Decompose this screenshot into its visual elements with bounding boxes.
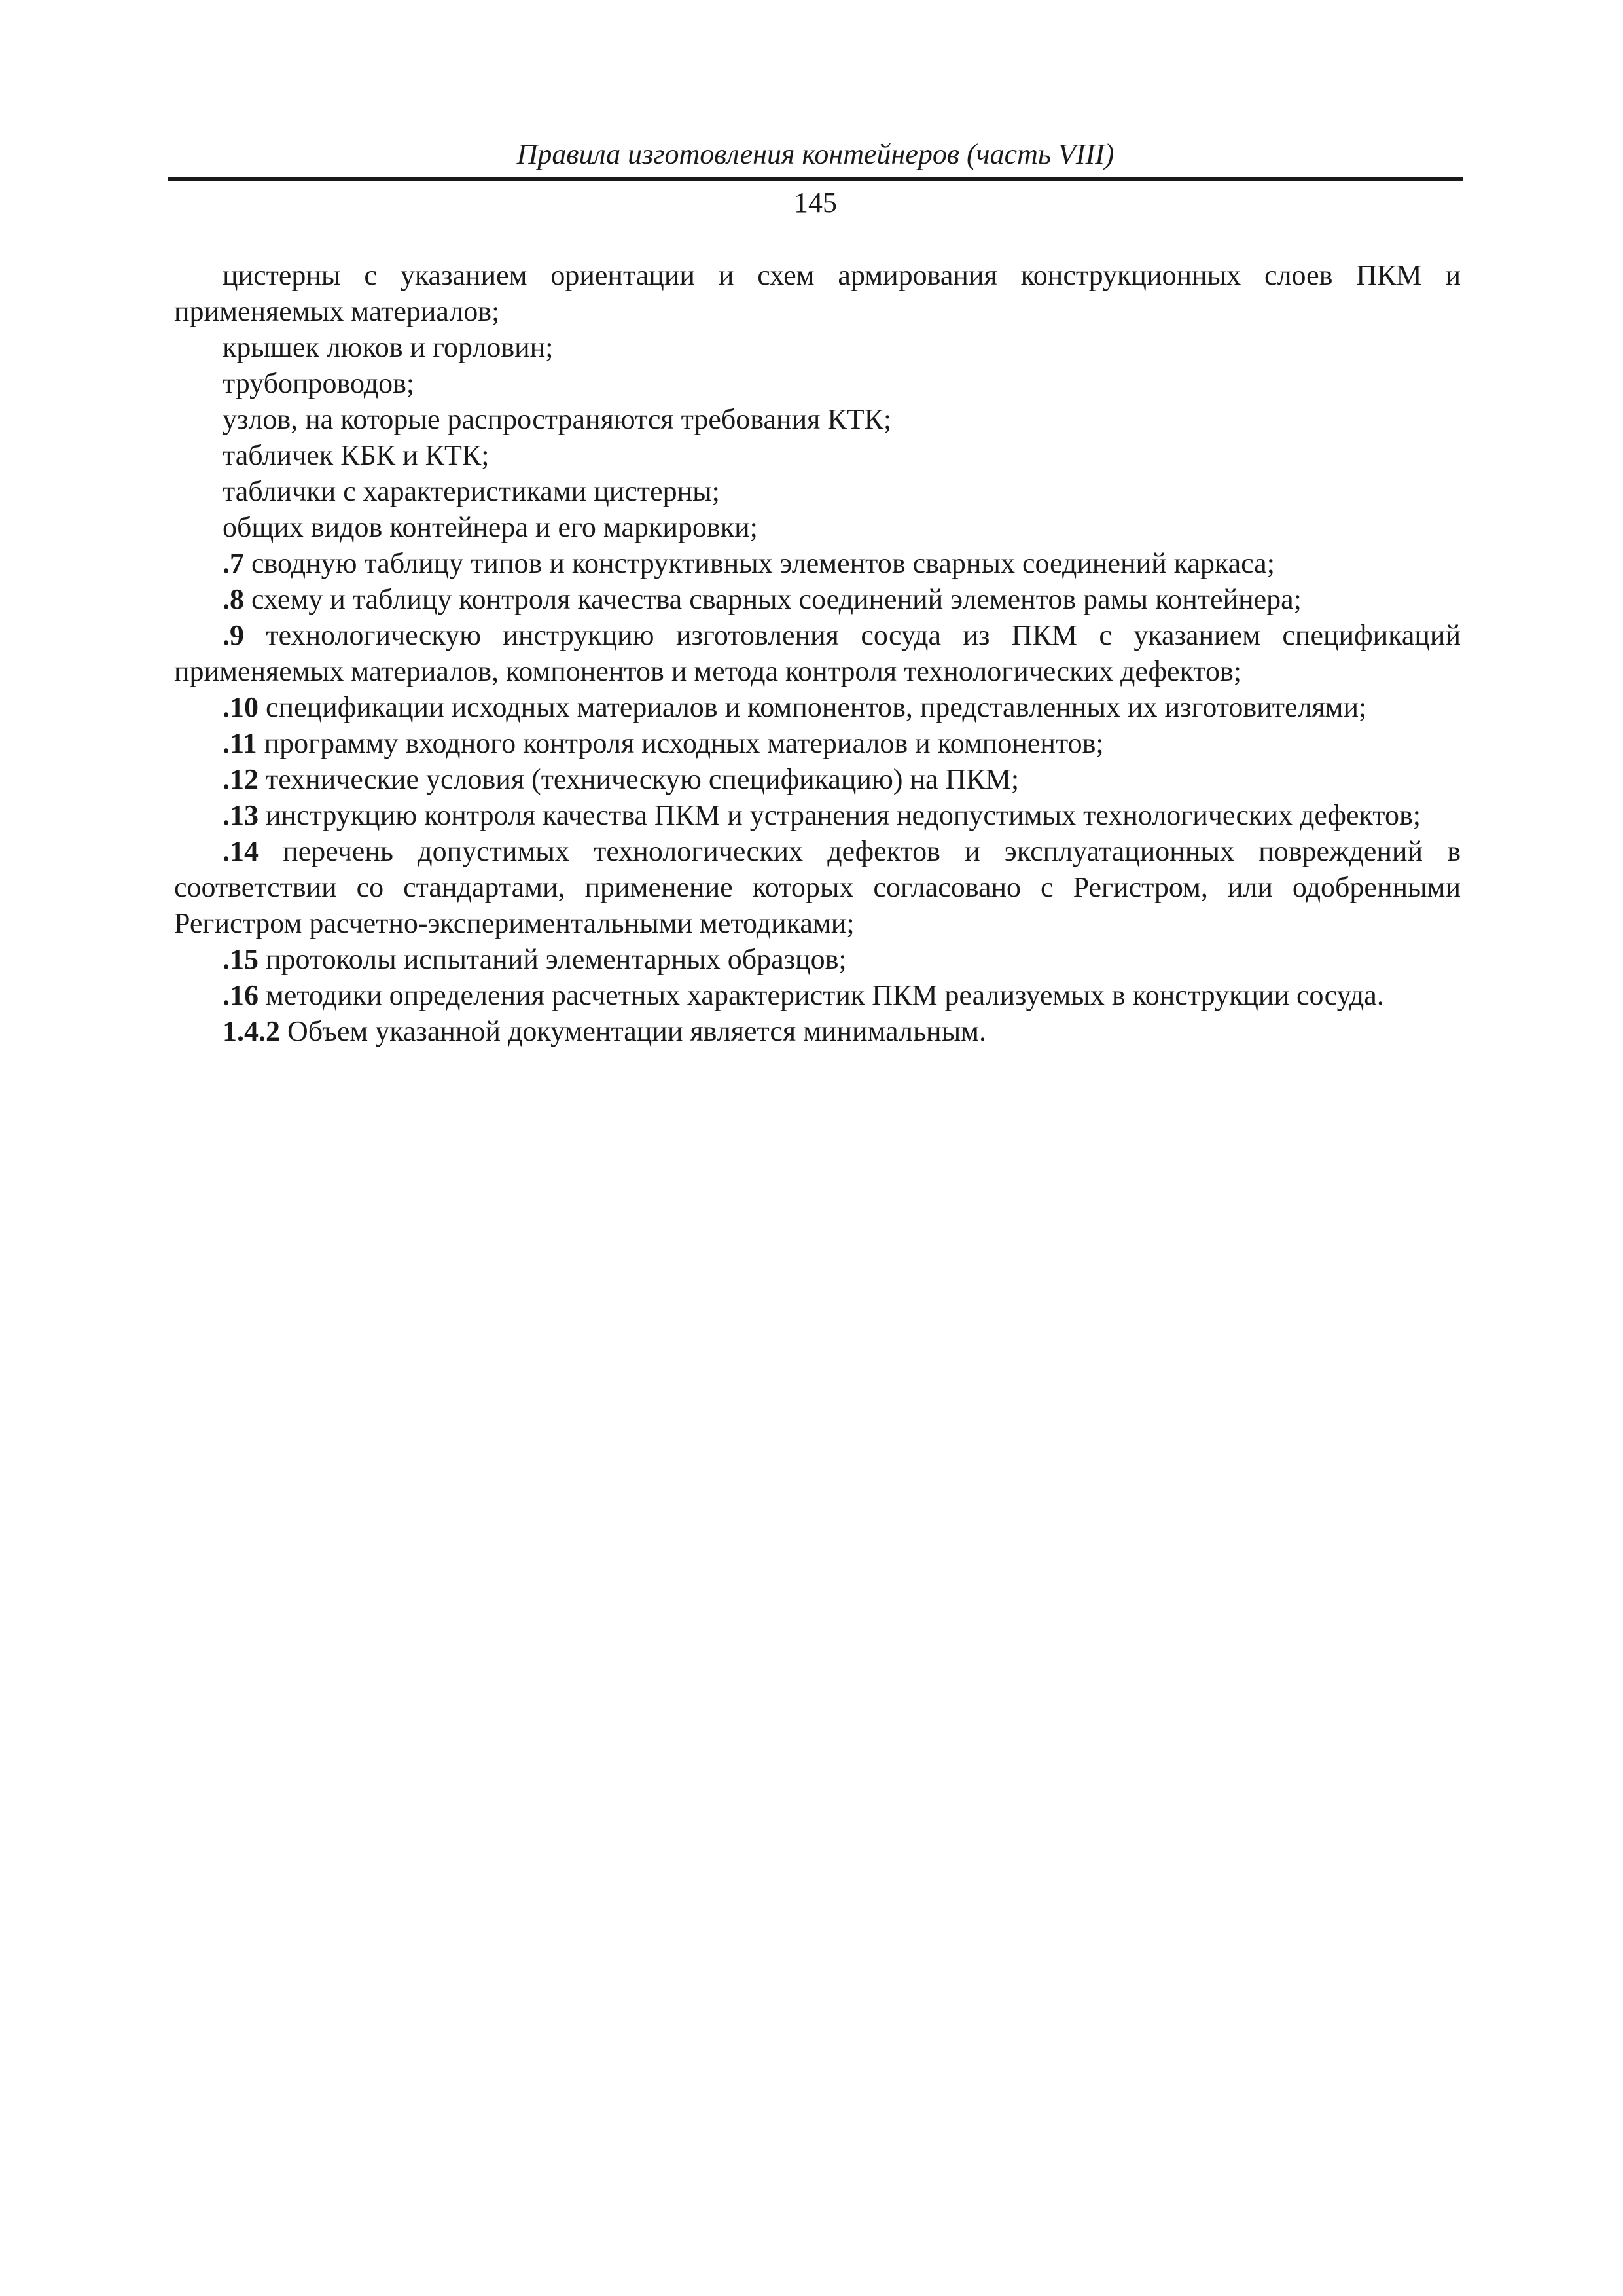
paragraph <box>174 761 1461 797</box>
paragraph-text: табличек КБК и КТК; <box>223 439 490 471</box>
paragraph-text: инструкцию контроля качества ПКМ и устранения недопустимых технологических дефектов; <box>259 799 1421 831</box>
paragraph-text: узлов, на которые распространяются требования КТК; <box>223 403 892 435</box>
paragraph-text: цистерны с указанием ориентации и схем армирования конструкционных слоев ПКМ и применяемых материалов; <box>174 259 1461 327</box>
body-text <box>174 257 1461 1049</box>
item-number: .9 <box>223 619 244 651</box>
header-rule <box>168 177 1463 181</box>
paragraph-text: технические условия (техническую спецификацию) на ПКМ; <box>259 763 1020 795</box>
paragraph <box>174 509 1461 545</box>
paragraph <box>174 329 1461 365</box>
paragraph-text: спецификации исходных материалов и компонентов, представленных их изготовителями; <box>259 691 1367 723</box>
paragraph-text: перечень допустимых технологических дефектов и эксплуатационных повреждений в соответствии со стандартами, применение которых согласовано с Регистром, или одобренными Регистром расчетно-экспериментальными методиками; <box>174 835 1461 939</box>
item-number: .15 <box>223 943 259 975</box>
paragraph <box>174 473 1461 509</box>
paragraph-text: крышек люков и горловин; <box>223 331 554 363</box>
paragraph <box>174 257 1461 329</box>
paragraph-text: таблички с характеристиками цистерны; <box>223 475 720 507</box>
item-number: .10 <box>223 691 259 723</box>
running-header-title: Правила изготовления контейнеров (часть VIII) <box>516 138 1115 170</box>
paragraph <box>174 365 1461 401</box>
paragraph-text: Объем указанной документации является минимальным. <box>280 1015 987 1047</box>
paragraph <box>174 617 1461 689</box>
paragraph-text: технологическую инструкцию изготовления сосуда из ПКМ с указанием спецификаций применяемых материалов, компонентов и метода контроля технологических дефектов; <box>174 619 1461 687</box>
item-number: .11 <box>223 727 257 759</box>
paragraph-text: программу входного контроля исходных материалов и компонентов; <box>257 727 1104 759</box>
paragraph <box>174 977 1461 1013</box>
paragraph-text: схему и таблицу контроля качества сварных соединений элементов рамы контейнера; <box>244 583 1302 615</box>
paragraph <box>174 437 1461 473</box>
paragraph-text: методики определения расчетных характеристик ПКМ реализуемых в конструкции сосуда. <box>259 979 1384 1011</box>
item-number: .7 <box>223 547 244 579</box>
item-number: 1.4.2 <box>223 1015 280 1047</box>
paragraph <box>174 689 1461 725</box>
paragraph <box>174 833 1461 941</box>
paragraph-text: протоколы испытаний элементарных образцов; <box>259 943 847 975</box>
paragraph <box>174 797 1461 833</box>
paragraph-text: сводную таблицу типов и конструктивных элементов сварных соединений каркаса; <box>244 547 1275 579</box>
paragraph <box>174 1013 1461 1049</box>
paragraph <box>174 401 1461 437</box>
item-number: .13 <box>223 799 259 831</box>
paragraph-text: общих видов контейнера и его маркировки; <box>223 511 758 543</box>
item-number: .8 <box>223 583 244 615</box>
paragraph <box>174 581 1461 617</box>
paragraph-text: трубопроводов; <box>223 367 415 399</box>
paragraph <box>174 725 1461 761</box>
item-number: .14 <box>223 835 259 867</box>
paragraph <box>174 545 1461 581</box>
item-number: .16 <box>223 979 259 1011</box>
page-number: 145 <box>794 187 837 219</box>
paragraph <box>174 941 1461 977</box>
item-number: .12 <box>223 763 259 795</box>
